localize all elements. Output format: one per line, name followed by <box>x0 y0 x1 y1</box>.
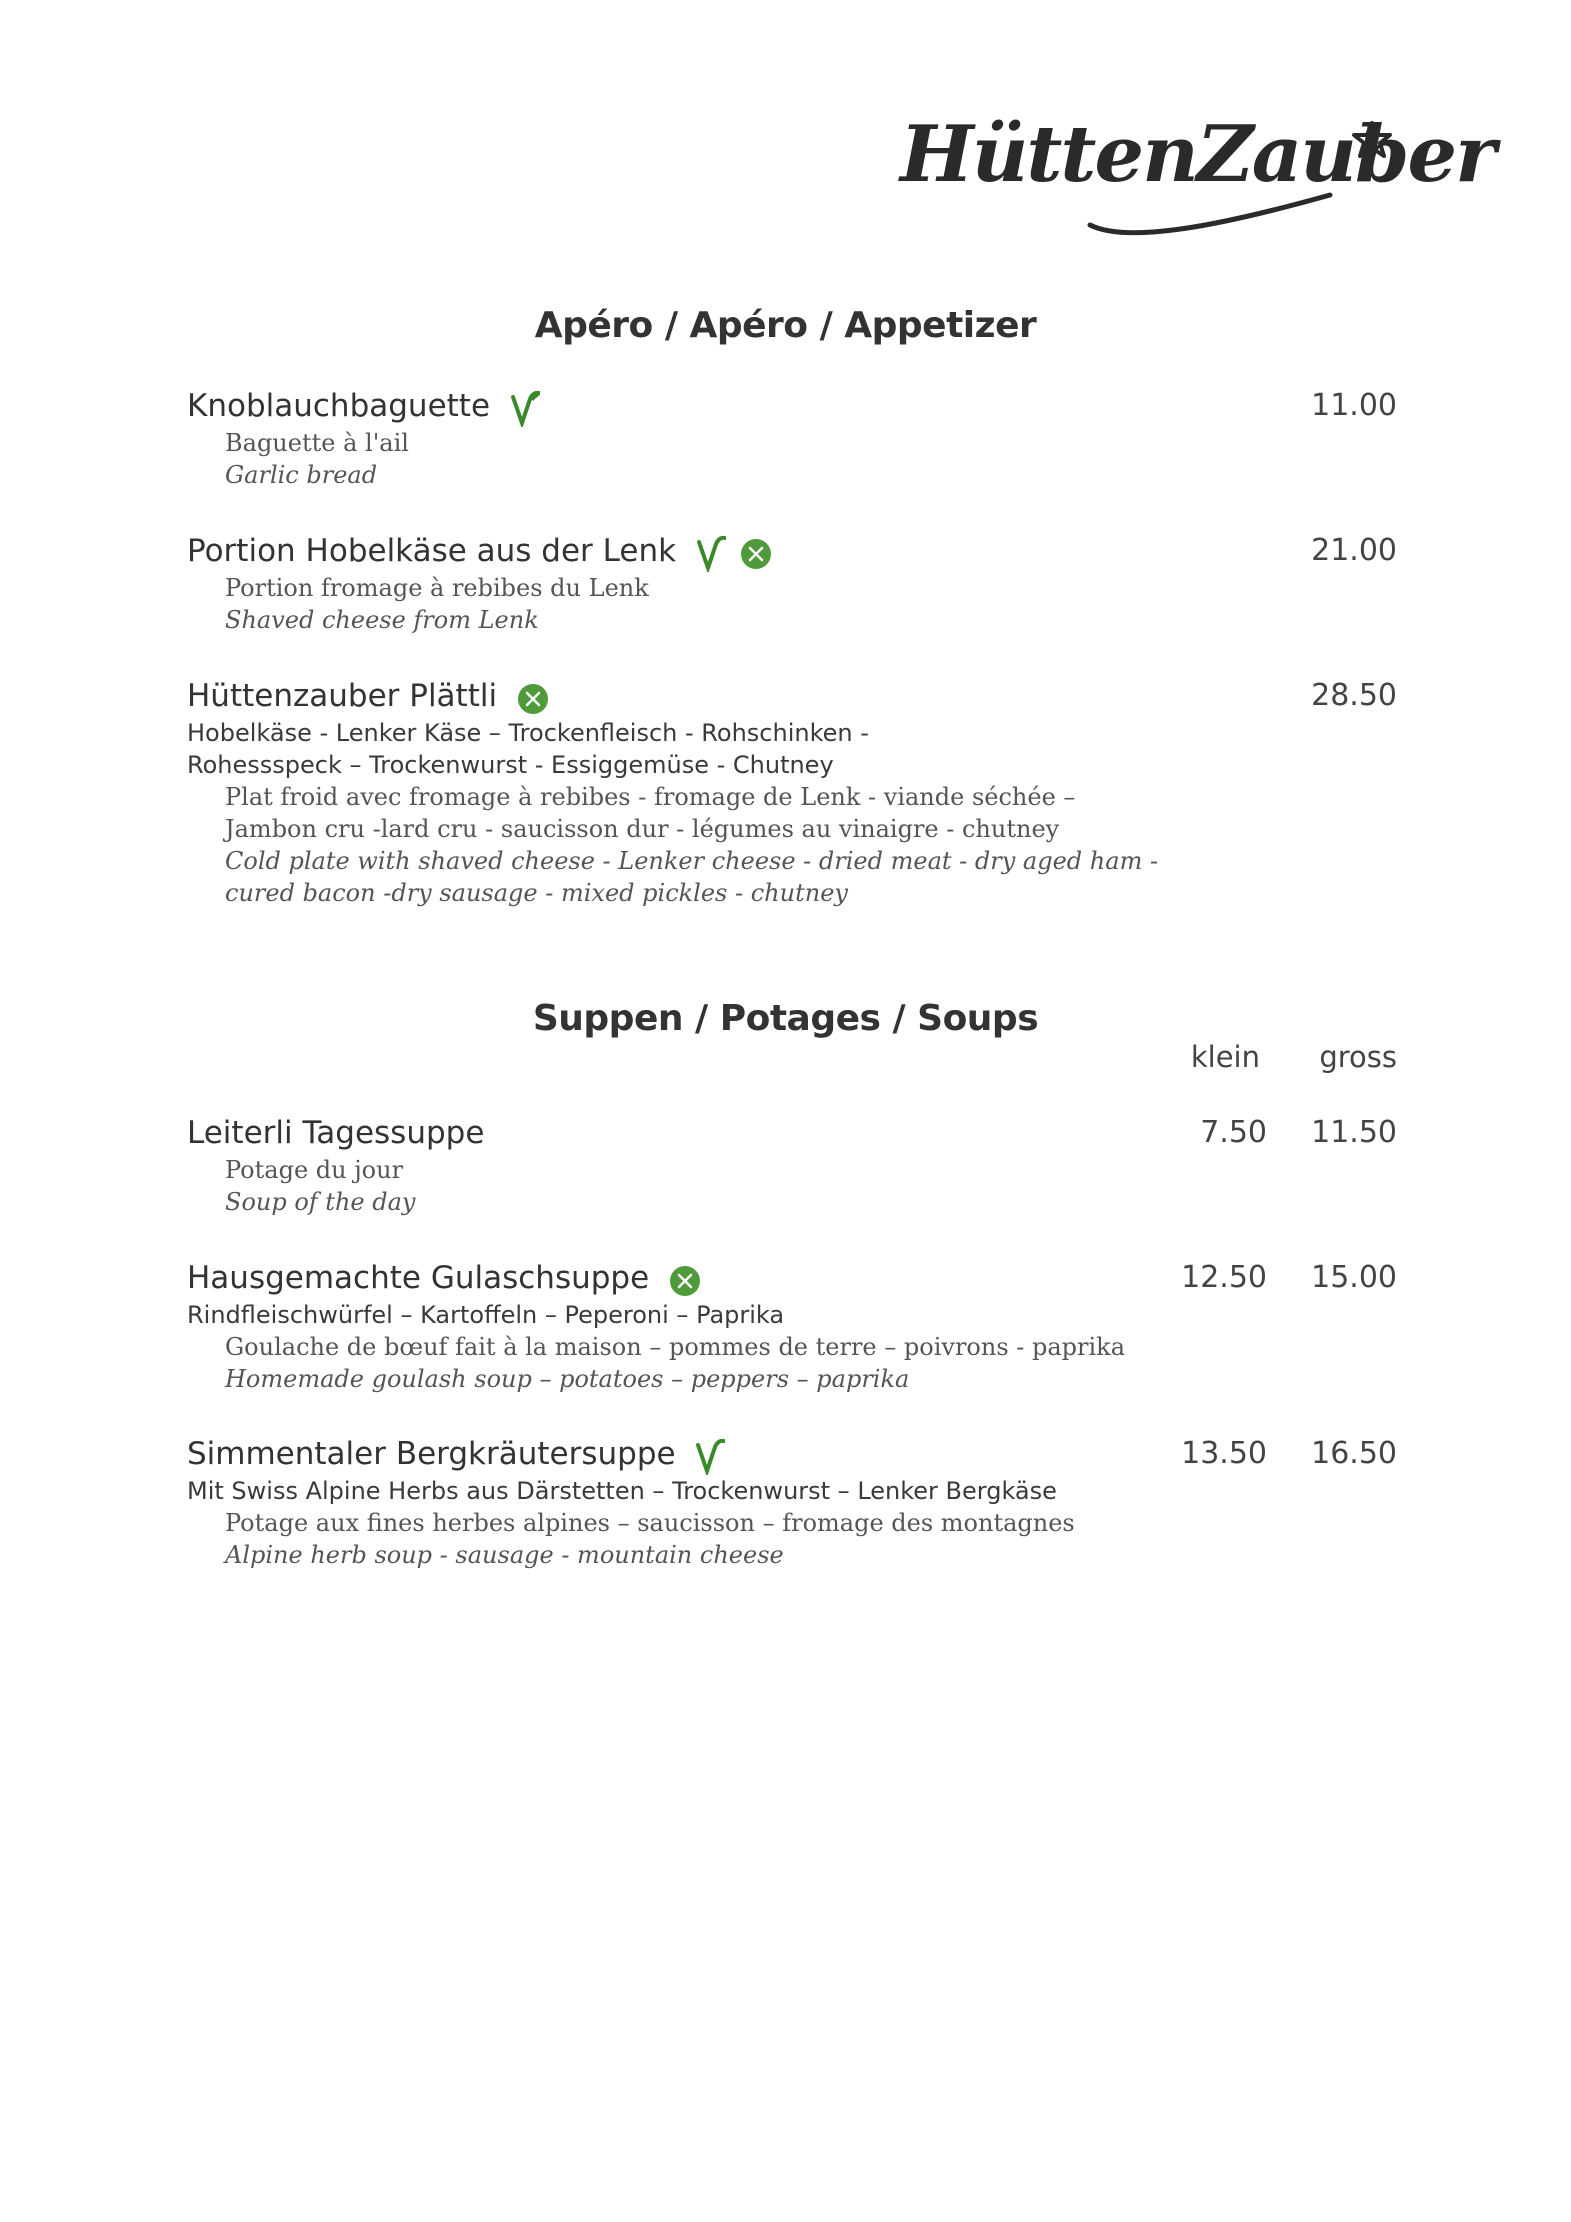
item-name: Simmentaler Bergkräutersuppe <box>187 1436 676 1472</box>
column-header-large: gross <box>1319 1040 1397 1074</box>
item-description-en: Shaved cheese from Lenk <box>225 606 539 634</box>
item-name: Hüttenzauber Plättli <box>187 678 498 714</box>
item-description-de: Rohessspeck – Trockenwurst - Essiggemüse - Chutney <box>187 751 834 779</box>
item-price: 21.00 <box>1311 533 1397 568</box>
brand-logo <box>900 95 1495 245</box>
brand-name: HüttenZauber <box>900 109 1495 200</box>
gluten-free-icon <box>740 538 772 570</box>
menu-item-knoblauchbaguette <box>187 385 1397 491</box>
item-description-en: Garlic bread <box>225 461 378 489</box>
menu-item-bergkraeutersuppe <box>187 1433 1397 1571</box>
section-title-appetizer: Apéro / Apéro / Appetizer <box>534 305 1037 346</box>
item-price-large: 11.50 <box>1311 1115 1397 1150</box>
item-description-en: Alpine herb soup - sausage - mountain cheese <box>225 1541 784 1569</box>
item-description-de: Hobelkäse - Lenker Käse – Trockenfleisch - Rohschinken - <box>187 719 869 747</box>
vegetarian-icon <box>696 536 726 572</box>
section-title-soups: Suppen / Potages / Soups <box>532 998 1039 1039</box>
gluten-free-icon <box>669 1265 701 1297</box>
item-description-en: Homemade goulash soup – potatoes – peppers – paprika <box>225 1365 910 1393</box>
item-description-fr: Jambon cru -lard cru - saucisson dur - légumes au vinaigre - chutney <box>225 815 1060 843</box>
menu-item-huettenzauber-plaettli <box>187 675 1397 909</box>
column-header-small: klein <box>1190 1040 1260 1074</box>
item-name: Portion Hobelkäse aus der Lenk <box>187 533 677 569</box>
item-description-fr: Portion fromage à rebibes du Lenk <box>225 574 649 602</box>
vegetarian-icon <box>510 391 540 427</box>
item-description-en: Cold plate with shaved cheese - Lenker cheese - dried meat - dry aged ham - <box>225 847 1159 875</box>
menu-item-hobelkaese <box>187 530 1397 636</box>
item-price-small: 12.50 <box>1181 1260 1267 1295</box>
menu-item-gulaschsuppe <box>187 1257 1397 1395</box>
item-price-small: 7.50 <box>1200 1115 1267 1150</box>
item-description-fr: Potage du jour <box>225 1156 404 1184</box>
item-price: 11.00 <box>1311 388 1397 423</box>
item-description-fr: Goulache de bœuf fait à la maison – pommes de terre – poivrons - paprika <box>225 1333 1126 1361</box>
item-price-large: 16.50 <box>1311 1436 1397 1471</box>
item-price-small: 13.50 <box>1181 1436 1267 1471</box>
item-description-fr: Plat froid avec fromage à rebibes - fromage de Lenk - viande séchée – <box>225 783 1076 811</box>
item-name: Knoblauchbaguette <box>187 388 491 424</box>
menu-item-tagessuppe <box>187 1112 1397 1218</box>
item-name: Hausgemachte Gulaschsuppe <box>187 1260 650 1296</box>
item-price-large: 15.00 <box>1311 1260 1397 1295</box>
star-icon <box>900 95 1390 245</box>
item-description-en: cured bacon -dry sausage - mixed pickles - chutney <box>225 879 848 907</box>
item-description-en: Soup of the day <box>225 1188 416 1216</box>
item-description-fr: Baguette à l'ail <box>225 429 409 457</box>
item-description-de: Rindfleischwürfel – Kartoffeln – Peperoni – Paprika <box>187 1301 785 1329</box>
vegetarian-icon <box>695 1439 725 1475</box>
gluten-free-icon <box>517 683 549 715</box>
item-price: 28.50 <box>1311 678 1397 713</box>
item-description-de: Mit Swiss Alpine Herbs aus Därstetten – Trockenwurst – Lenker Bergkäse <box>187 1477 1057 1505</box>
item-description-fr: Potage aux fines herbes alpines – saucisson – fromage des montagnes <box>225 1509 1075 1537</box>
item-name: Leiterli Tagessuppe <box>187 1115 485 1151</box>
